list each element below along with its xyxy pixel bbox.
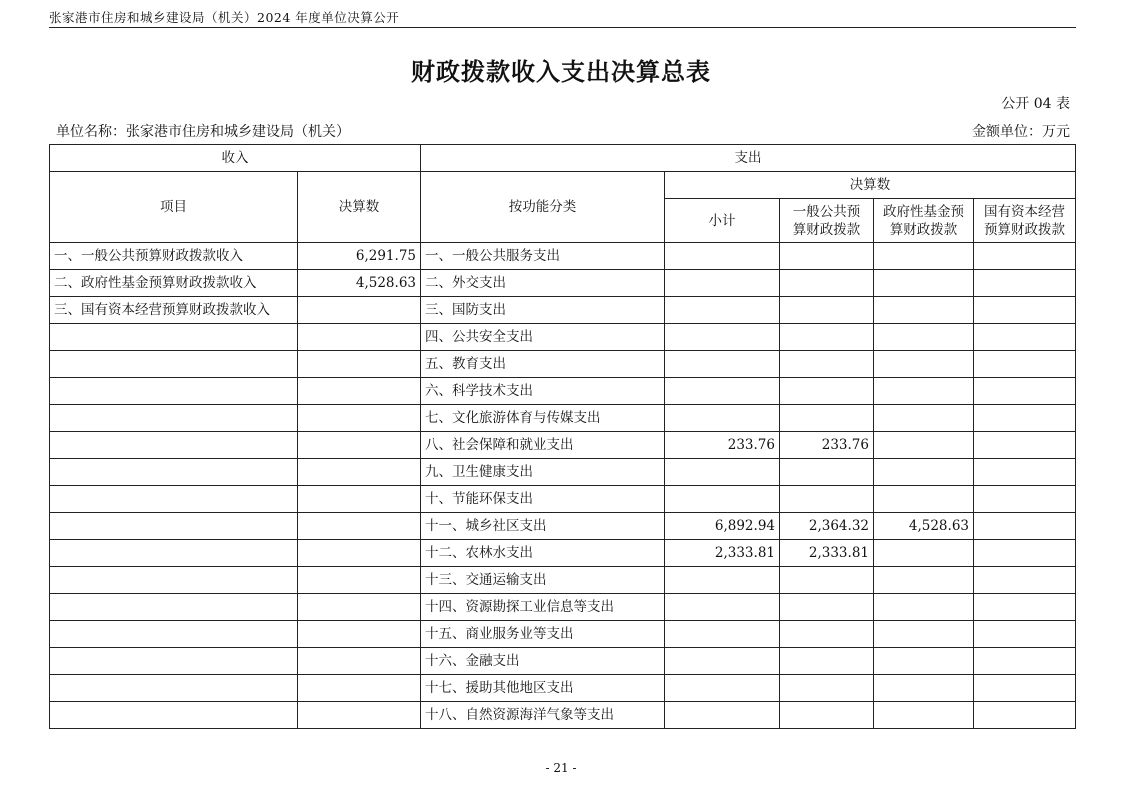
income-item-cell [50,702,298,729]
income-amount-cell [298,567,421,594]
col-item-header: 项目 [50,172,298,243]
income-amount-cell [298,351,421,378]
table-row [50,297,1076,324]
fund-budget-cell [874,459,974,486]
table-row [50,621,1076,648]
income-amount-cell [298,486,421,513]
soe-budget-cell [974,594,1076,621]
general-budget-cell: 233.76 [780,432,874,459]
income-item-cell [50,621,298,648]
soe-budget-cell [974,270,1076,297]
subtotal-cell [665,459,780,486]
income-amount-cell: 4,528.63 [298,270,421,297]
general-budget-cell [780,486,874,513]
soe-budget-cell [974,405,1076,432]
income-item-cell [50,540,298,567]
fund-budget-cell [874,243,974,270]
general-budget-cell [780,594,874,621]
income-item-cell [50,432,298,459]
fund-budget-cell [874,270,974,297]
general-budget-cell [780,702,874,729]
table-row [50,270,1076,297]
soe-budget-cell [974,513,1076,540]
income-item-cell [50,378,298,405]
fund-budget-cell [874,324,974,351]
fund-budget-cell [874,648,974,675]
fund-budget-cell [874,297,974,324]
income-amount-cell [298,513,421,540]
expense-item-cell: 十三、交通运输支出 [421,567,665,594]
expense-item-cell: 五、教育支出 [421,351,665,378]
soe-budget-cell [974,297,1076,324]
income-item-cell: 一、一般公共预算财政拨款收入 [50,243,298,270]
subtotal-cell [665,675,780,702]
expense-item-cell: 六、科学技术支出 [421,378,665,405]
income-amount-cell [298,675,421,702]
general-budget-cell [780,324,874,351]
income-item-cell [50,351,298,378]
income-header: 收入 [50,145,421,172]
expense-item-cell: 十五、商业服务业等支出 [421,621,665,648]
table-row [50,243,1076,270]
income-item-cell [50,459,298,486]
table-row [50,702,1076,729]
subtotal-cell [665,405,780,432]
subtotal-cell [665,648,780,675]
subtotal-cell [665,351,780,378]
subtotal-cell: 2,333.81 [665,540,780,567]
general-budget-cell [780,378,874,405]
soe-budget-cell [974,324,1076,351]
subtotal-cell [665,324,780,351]
fund-budget-cell [874,675,974,702]
header-rule [49,27,1076,28]
soe-budget-cell [974,486,1076,513]
expense-header: 支出 [421,145,1076,172]
fund-budget-cell [874,351,974,378]
income-item-cell [50,324,298,351]
soe-budget-cell [974,621,1076,648]
income-amount-cell [298,405,421,432]
soe-budget-cell [974,675,1076,702]
subtotal-cell: 233.76 [665,432,780,459]
subtotal-cell [665,567,780,594]
table-number: 公开 04 表 [1001,96,1070,112]
general-budget-cell [780,351,874,378]
table-row [50,567,1076,594]
general-budget-cell: 2,364.32 [780,513,874,540]
subtotal-cell [665,702,780,729]
subtotal-cell [665,378,780,405]
income-amount-cell [298,621,421,648]
subtotal-cell [665,621,780,648]
fund-budget-cell [874,567,974,594]
soe-budget-cell [974,351,1076,378]
table-row [50,675,1076,702]
income-amount-cell [298,324,421,351]
table-body [50,243,1076,729]
table-row [50,432,1076,459]
soe-budget-cell [974,243,1076,270]
general-budget-cell [780,405,874,432]
income-amount-cell [298,540,421,567]
amount-unit: 金额单位：万元 [972,124,1070,140]
expense-item-cell: 十四、资源勘探工业信息等支出 [421,594,665,621]
fund-budget-cell [874,540,974,567]
income-amount-cell [298,459,421,486]
general-budget-cell: 2,333.81 [780,540,874,567]
subtotal-cell [665,243,780,270]
col-fund-header: 政府性基金预 算财政拨款 [874,199,974,243]
soe-budget-cell [974,648,1076,675]
income-amount-cell [298,594,421,621]
expense-item-cell: 十二、农林水支出 [421,540,665,567]
fund-budget-cell [874,702,974,729]
general-budget-cell [780,675,874,702]
income-item-cell [50,567,298,594]
table-row [50,486,1076,513]
general-budget-cell [780,648,874,675]
income-amount-cell [298,378,421,405]
subtotal-cell: 6,892.94 [665,513,780,540]
expense-item-cell: 二、外交支出 [421,270,665,297]
subtotal-cell [665,297,780,324]
soe-budget-cell [974,567,1076,594]
fund-budget-cell [874,432,974,459]
income-item-cell [50,486,298,513]
subtotal-cell [665,270,780,297]
income-item-cell [50,405,298,432]
subtotal-cell [665,486,780,513]
col-soe-header: 国有资本经营 预算财政拨款 [974,199,1076,243]
income-item-cell [50,648,298,675]
fund-budget-cell [874,594,974,621]
general-budget-cell [780,567,874,594]
expense-item-cell: 十、节能环保支出 [421,486,665,513]
expense-item-cell: 七、文化旅游体育与传媒支出 [421,405,665,432]
general-budget-cell [780,621,874,648]
table-row [50,405,1076,432]
table-row [50,459,1076,486]
general-budget-cell [780,459,874,486]
expense-item-cell: 八、社会保障和就业支出 [421,432,665,459]
unit-name: 单位名称：张家港市住房和城乡建设局（机关） [56,124,350,140]
fund-budget-cell [874,621,974,648]
income-amount-cell: 6,291.75 [298,243,421,270]
expense-item-cell: 九、卫生健康支出 [421,459,665,486]
col-final-group-header: 决算数 [665,172,1076,199]
income-item-cell: 二、政府性基金预算财政拨款收入 [50,270,298,297]
income-amount-cell [298,648,421,675]
page-number: - 21 - [545,761,577,775]
fund-budget-cell [874,378,974,405]
col-income-amount-header: 决算数 [298,172,421,243]
fund-budget-cell [874,405,974,432]
fund-budget-cell: 4,528.63 [874,513,974,540]
col-subtotal-header: 小计 [665,199,780,243]
expense-item-cell: 十七、援助其他地区支出 [421,675,665,702]
soe-budget-cell [974,459,1076,486]
expense-item-cell: 三、国防支出 [421,297,665,324]
table-row [50,540,1076,567]
table-row [50,513,1076,540]
expense-item-cell: 十一、城乡社区支出 [421,513,665,540]
soe-budget-cell [974,432,1076,459]
col-general-header: 一般公共预 算财政拨款 [780,199,874,243]
table-row [50,324,1076,351]
expense-item-cell: 十六、金融支出 [421,648,665,675]
income-amount-cell [298,432,421,459]
expense-item-cell: 四、公共安全支出 [421,324,665,351]
fund-budget-cell [874,486,974,513]
table-row [50,648,1076,675]
income-item-cell [50,675,298,702]
expense-item-cell: 十八、自然资源海洋气象等支出 [421,702,665,729]
col-function-header: 按功能分类 [421,172,665,243]
appropriation-summary-table [49,144,1076,729]
table-row [50,594,1076,621]
income-amount-cell [298,297,421,324]
running-header: 张家港市住房和城乡建设局（机关）2024 年度单位决算公开 [49,10,400,25]
soe-budget-cell [974,702,1076,729]
income-item-cell [50,513,298,540]
table-row [50,351,1076,378]
income-item-cell [50,594,298,621]
general-budget-cell [780,297,874,324]
page-title: 财政拨款收入支出决算总表 [411,57,711,86]
subtotal-cell [665,594,780,621]
table-row [50,378,1076,405]
income-item-cell: 三、国有资本经营预算财政拨款收入 [50,297,298,324]
general-budget-cell [780,243,874,270]
income-amount-cell [298,702,421,729]
soe-budget-cell [974,378,1076,405]
expense-item-cell: 一、一般公共服务支出 [421,243,665,270]
soe-budget-cell [974,540,1076,567]
general-budget-cell [780,270,874,297]
